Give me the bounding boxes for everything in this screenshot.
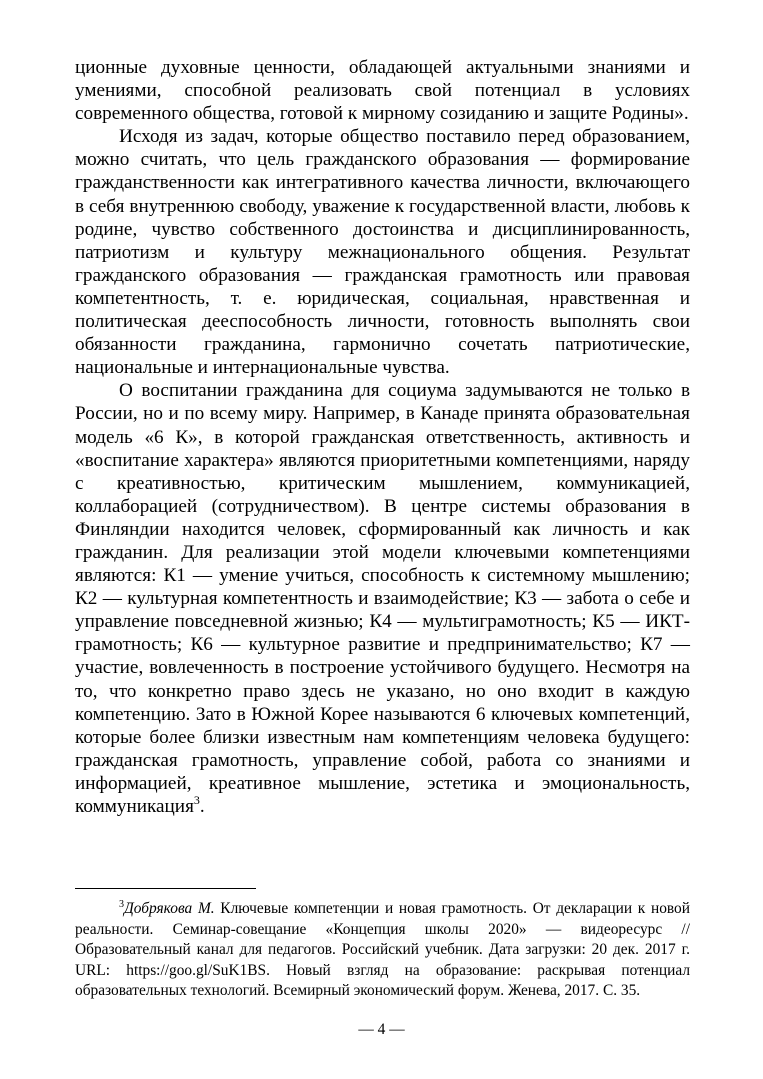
paragraph-text: ционные духовные ценности, обладающей актуальными знаниями и умениями, способной реализовать свой потенциал в условиях современного общества, готовой к мирному созиданию и защите Родины». [75,57,690,125]
paragraph: О воспитании гражданина для социума задумываются не только в России, но и по всему миру. Например, в Канаде принята образовательная модель «6 К», в которой гражданская ответственность, активность и «воспитание характера» являются приоритетными компетенциями, наряду с креативностью, критическим мышлением, коммуникацией, коллаборацией (сотрудничеством). В центре системы образования в Финляндии находится человек, сформированный как личность и как гражданин. Для реализации этой модели ключевыми компетенциями являются: К1 — умение учиться, способность к системному мышлению; К2 — культурная компетентность и взаимодействие; К3 — забота о себе и управление повседневной жизнью; К4 — мультиграмотность; К5 — ИКТ-грамотность; К6 — культурное развитие и предпринимательство; К7 — участие, вовлеченность в построение устойчивого будущего. Несмотря на то, что конкретно право здесь не указано, но оно входит в каждую компетенцию. Зато в Южной Корее называются 6 ключевых компетенций, которые более близки известным нам компетенциям человека будущего: гражданская грамотность, управление собой, работа со знаниями и информацией, креативное мышление, эстетика и эмоциональность, коммуникация$^3$. [75,380,690,817]
footnote-separator [75,888,256,889]
footnote-author: Добрякова М. [124,900,215,917]
footnote-reference[interactable]: 3 [193,793,200,807]
paragraph [75,125,690,379]
paragraph-text: О воспитании гражданина для социума задумываются не только в России, но и по всему миру. Например, в Канаде принята образовательная модель «6 К», в которой гражданская ответственность, активность и «воспитание характера» являются приоритетными компетенциями, наряду с креативностью, критическим мышлением, коммуникацией, коллаборацией (сотрудничеством). В центре системы образования в Финляндии находится человек, сформированный как личность и как гражданин. Для реализации этой модели ключевыми компетенциями являются: К1 — умение учиться, способность к системному мышлению; К2 — культурная компетентность и взаимодействие; К3 — забота о себе и управление повседневной жизнью; К4 — мультиграмотность; К5 — ИКТ-грамотность; К6 — культурное развитие и предпринимательство; К7 — участие, вовлеченность в построение устойчивого будущего. Несмотря на то, что конкретно право здесь не указано, но оно входит в каждую компетенцию. Зато в Южной Корее называются 6 ключевых компетенций, которые более близки известным нам компетенциям человека будущего: гражданская грамотность, управление собой, работа со знаниями и информацией, креативное мышление, эстетика и эмоциональность, коммуникация [75,380,690,817]
paragraph-text: Исходя из задач, которые общество поставило перед образованием, можно считать, что цель гражданского образования — формирование гражданственности как интегративного качества личности, включающего в себя внутреннюю свободу, уважение к государственной власти, любовь к родине, чувство собственного достоинства и дисциплинированность, патриотизм и культуру межнационального общения. Результат гражданского образования — гражданская грамотность или правовая компетентность, т. е. юридическая, социальная, нравственная и политическая дееспособность личности, готовность выполнять свои обязанности гражданина, гармонично сочетать патриотические, национальные и интернациональные чувства. [75,126,690,379]
footnote [75,899,690,1002]
footnote-text: Ключевые компетенции и новая грамотность. От декларации к новой реальности. Семинар-совещание «Концепция школы 2020» — видеоресурс // Образовательный канал для педагогов. Российский учебник. Дата загрузки: 20 дек. 2017 г. URL: https://goo.gl/SuK1BS. Новый взгляд на образование: раскрывая потенциал образовательных технологий. Всемирный экономический форум. Женева, 2017. С. 35. [75,900,690,1000]
main-text-body [75,56,690,818]
paragraph-continuation [75,56,690,125]
footnote-paragraph [75,899,690,1002]
footnote-marker: 3 [119,899,124,910]
page-number: — 4 — [358,1021,405,1038]
